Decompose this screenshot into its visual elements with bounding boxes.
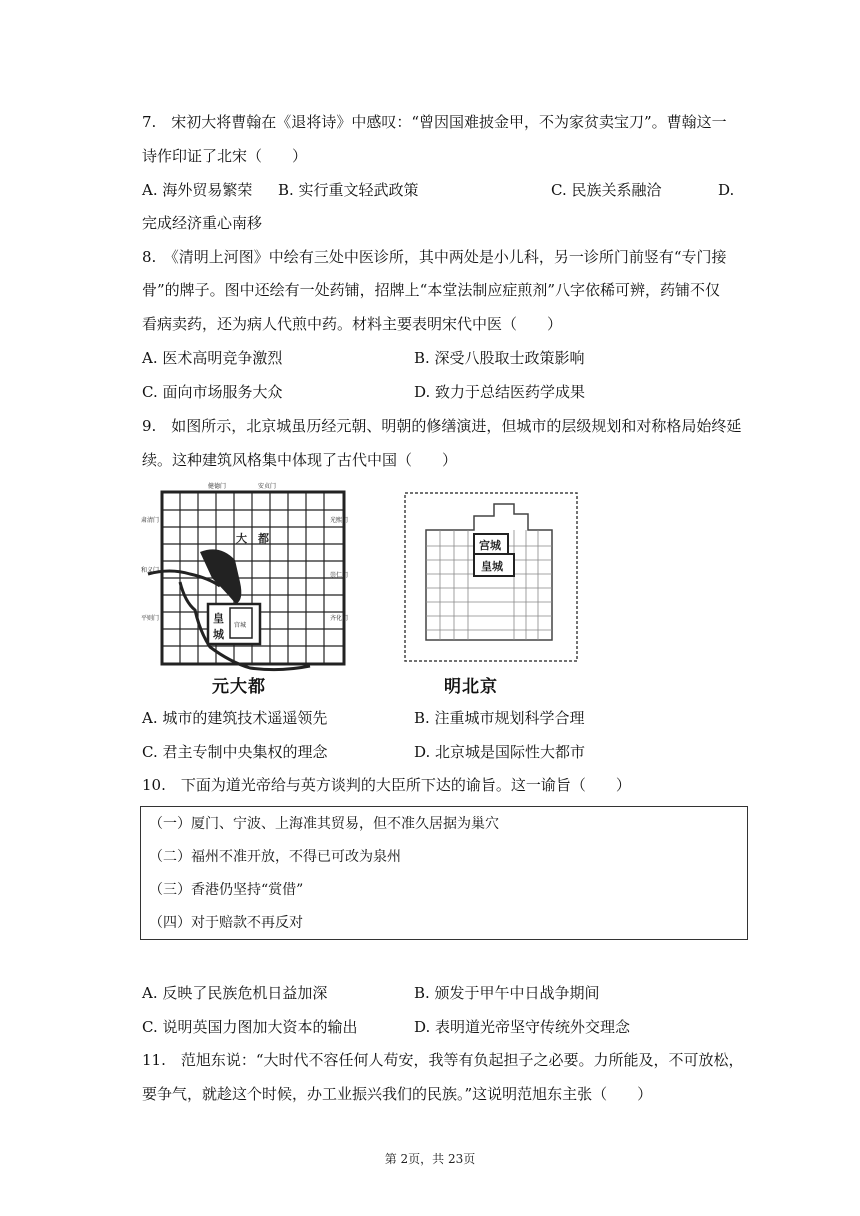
edict-item-2: （二）福州不准开放，不得已可改为泉州: [149, 849, 401, 865]
q8-option-a: A. 医术高明竞争激烈: [142, 349, 283, 367]
q8-option-b: B. 深受八股取士政策影响: [414, 349, 585, 367]
q7-option-a: A. 海外贸易繁荣: [142, 181, 253, 199]
q11-stem-line2: 要争气，就趁这个时候，办工业振兴我们的民族。”这说明范旭东主张（ ）: [142, 1085, 653, 1103]
edict-item-4: （四）对于赔款不再反对: [149, 915, 303, 931]
huangcheng-label-2: 城: [213, 629, 224, 641]
q8-option-c: C. 面向市场服务大众: [142, 383, 283, 401]
q10-stem: 10. 下面为道光帝给与英方谈判的大臣所下达的谕旨。这一谕旨（ ）: [142, 776, 631, 794]
yuan-dadu-map: [140, 482, 355, 697]
q10-option-b: B. 颁发于甲午中日战争期间: [414, 984, 600, 1002]
q10-option-a: A. 反映了民族危机日益加深: [142, 984, 328, 1002]
q7-stem-line1: 7. 宋初大将曹翰在《退将诗》中感叹：“曾因国难披金甲，不为家贫卖宝刀”。曹翰这一: [142, 113, 727, 131]
q8-stem-line2: 骨”的牌子。图中还绘有一处药铺，招牌上“本堂法制应症煎剂”八字依稀可辨，药铺不仅: [142, 281, 721, 299]
q10-option-d: D. 表明道光帝坚守传统外交理念: [414, 1018, 631, 1036]
gate-label-left-2: 和义门: [141, 568, 160, 574]
q7-option-c: C. 民族关系融洽: [551, 181, 662, 199]
q8-stem-line1: 8. 《清明上河图》中绘有三处中医诊所，其中两处是小儿科，另一诊所门前竖有“专门接: [142, 248, 727, 266]
gongcheng-label: 宫城: [234, 623, 247, 629]
page-footer: 第 2页，共 23页: [384, 1152, 476, 1166]
q9-stem-line2: 续。这种建筑风格集中体现了古代中国（ ）: [142, 451, 458, 469]
q7-stem-line2: 诗作印证了北宋（ ）: [142, 147, 308, 165]
q11-stem-line1: 11. 范旭东说：“大时代不容任何人苟安，我等有负起担子之必要。力所能及，不可放松，: [142, 1051, 744, 1069]
ming-beijing-caption: 明北京: [444, 677, 498, 697]
huangcheng-label-1: 皇: [213, 613, 224, 625]
edict-item-1: （一）厦门、宁波、上海准其贸易，但不准久居据为巢穴: [149, 816, 499, 832]
q9-option-c: C. 君主专制中央集权的理念: [142, 743, 328, 761]
gate-label-top-1: 健德门: [208, 484, 227, 490]
ming-gongcheng-label: 宫城: [479, 540, 501, 552]
yuan-dadu-caption: 元大都: [212, 677, 266, 697]
q7-option-d-text: 完成经济重心南移: [142, 214, 263, 232]
q9-stem-line1: 9. 如图所示，北京城虽历经元朝、明朝的修缮演进，但城市的层级规划和对称格局始终延: [142, 417, 742, 435]
q9-option-b: B. 注重城市规划科学合理: [414, 709, 585, 727]
q9-option-d: D. 北京城是国际性大都市: [414, 743, 586, 761]
ming-huangcheng-label: 皇城: [481, 561, 503, 573]
ming-beijing-map: [402, 490, 582, 665]
edict-item-3: （三）香港仍坚持“赏借”: [149, 882, 304, 898]
gate-label-left-1: 肃清门: [141, 518, 160, 524]
q10-option-c: C. 说明英国力图加大资本的输出: [142, 1018, 358, 1036]
q7-option-b: B. 实行重文轻武政策: [278, 181, 419, 199]
gate-label-right-1: 光熙门: [330, 518, 349, 524]
q9-option-a: A. 城市的建筑技术遥遥领先: [142, 709, 328, 727]
q10-edict-box: [140, 806, 748, 940]
q8-stem-line3: 看病卖药，还为病人代煎中药。材料主要表明宋代中医（ ）: [142, 315, 563, 333]
q8-option-d: D. 致力于总结医药学成果: [414, 383, 586, 401]
gate-label-right-2: 崇仁门: [330, 573, 349, 579]
gate-label-right-3: 齐化门: [330, 616, 349, 622]
gate-label-top-2: 安贞门: [258, 484, 277, 490]
gate-label-left-3: 平则门: [141, 616, 160, 622]
dadu-label: 大 都: [236, 533, 269, 545]
q7-option-d: D.: [718, 181, 735, 199]
